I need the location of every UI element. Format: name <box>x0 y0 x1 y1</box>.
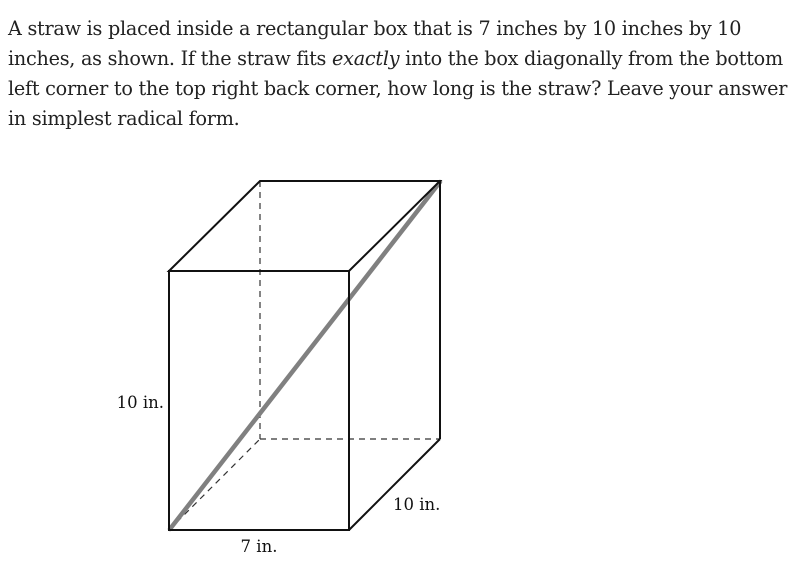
problem-emphasis: exactly <box>332 47 400 70</box>
height-label: 10 in. <box>116 393 164 412</box>
front-face <box>169 271 349 530</box>
depth-label: 10 in. <box>393 495 441 514</box>
straw-diagonal <box>170 182 440 529</box>
width-label: 7 in. <box>240 537 278 556</box>
problem-text-start: A straw is placed inside a rectangular box that is 7 inches by 10 inches by 10 inches, as shown. If the straw fits <box>8 17 742 70</box>
bottom-right-depth-edge <box>349 439 440 530</box>
problem-text-end: into the box diagonally from the bottom left corner to the top right back corner, how long is the straw? Leave your answer in simplest radical form. <box>8 47 788 130</box>
top-face <box>169 181 440 271</box>
